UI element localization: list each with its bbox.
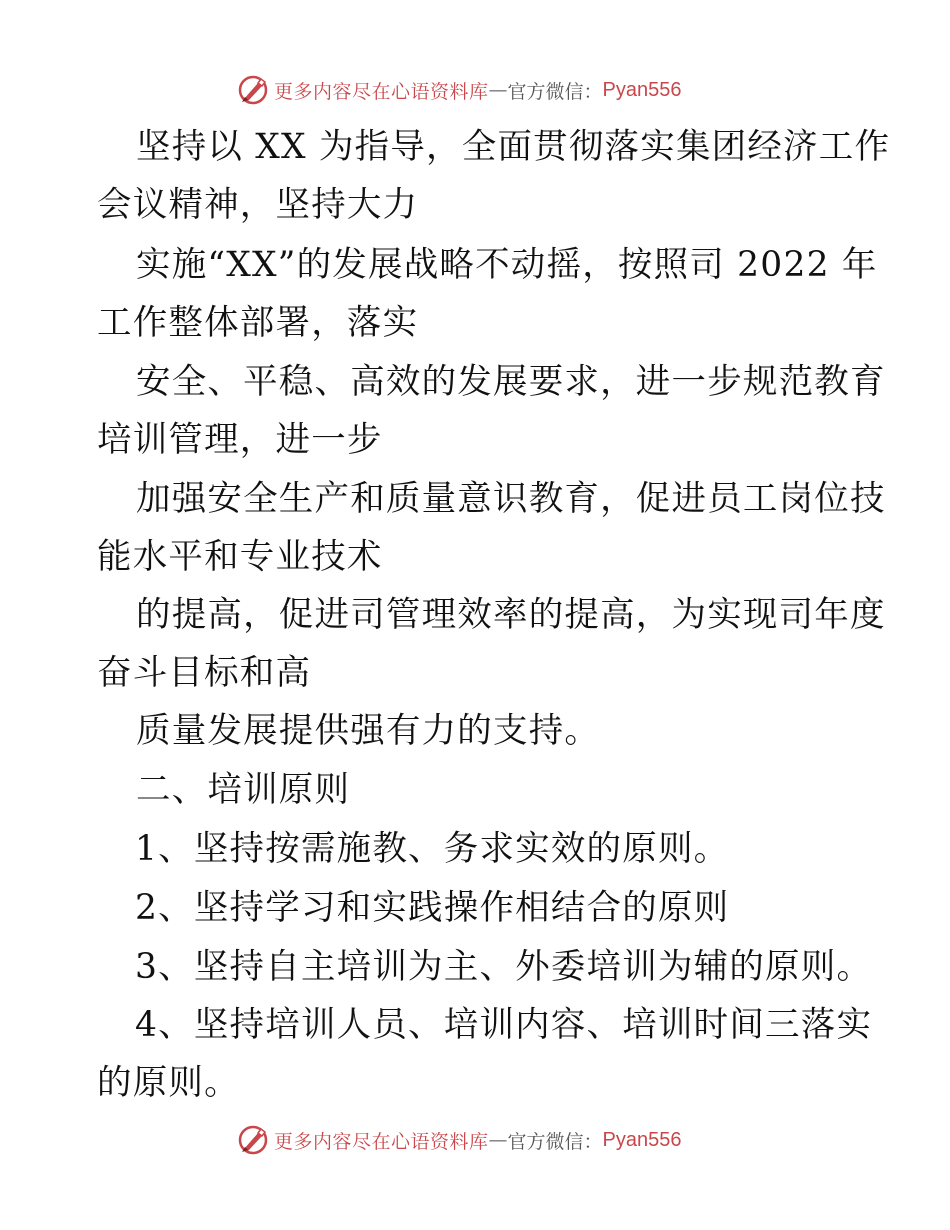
- paragraph-line: 培训管理，进一步: [97, 420, 383, 460]
- footer-watermark: [236, 1122, 682, 1158]
- header-watermark: [236, 72, 682, 108]
- watermark-dash: —: [488, 1129, 508, 1151]
- paragraph-line: 奋斗目标和高: [97, 653, 312, 693]
- paragraph-line: 加强安全生产和质量意识教育，促进员工岗位技: [136, 479, 886, 519]
- paragraph-line: 的提高，促进司管理效率的提高，为实现司年度: [136, 595, 886, 635]
- paragraph-line: 会议精神，坚持大力: [97, 185, 419, 225]
- watermark-dash: —: [488, 79, 508, 101]
- principle-item-continuation: 的原则。: [97, 1063, 240, 1103]
- pen-logo-icon: [236, 73, 270, 107]
- paragraph-line: 工作整体部署，落实: [97, 303, 419, 343]
- watermark-wechat-id: Pyan556: [602, 78, 682, 101]
- watermark-site-text: 更多内容尽在心语资料库: [274, 1130, 489, 1153]
- paragraph-line: 实施“XX”的发展战略不动摇，按照司 2022 年: [136, 245, 878, 285]
- watermark-wechat-id: Pyan556: [602, 1128, 682, 1151]
- watermark-site-text: 更多内容尽在心语资料库: [274, 80, 489, 103]
- pen-logo-icon: [236, 1123, 270, 1157]
- paragraph-line: 能水平和专业技术: [97, 537, 383, 577]
- watermark-wechat-label: 官方微信：: [507, 1130, 603, 1153]
- watermark-wechat-label: 官方微信：: [507, 80, 603, 103]
- principle-item: 3、坚持自主培训为主、外委培训为辅的原则。: [135, 947, 873, 987]
- principle-item: 4、坚持培训人员、培训内容、培训时间三落实: [135, 1005, 873, 1045]
- principle-item: 2、坚持学习和实践操作相结合的原则: [135, 888, 730, 928]
- paragraph-line: 安全、平稳、高效的发展要求，进一步规范教育: [136, 362, 886, 402]
- principle-item: 1、坚持按需施教、务求实效的原则。: [135, 829, 730, 869]
- paragraph-line: 坚持以 XX 为指导，全面贯彻落实集团经济工作: [136, 127, 891, 167]
- section-heading: 二、培训原则: [136, 770, 351, 810]
- paragraph-line: 质量发展提供强有力的支持。: [136, 711, 601, 751]
